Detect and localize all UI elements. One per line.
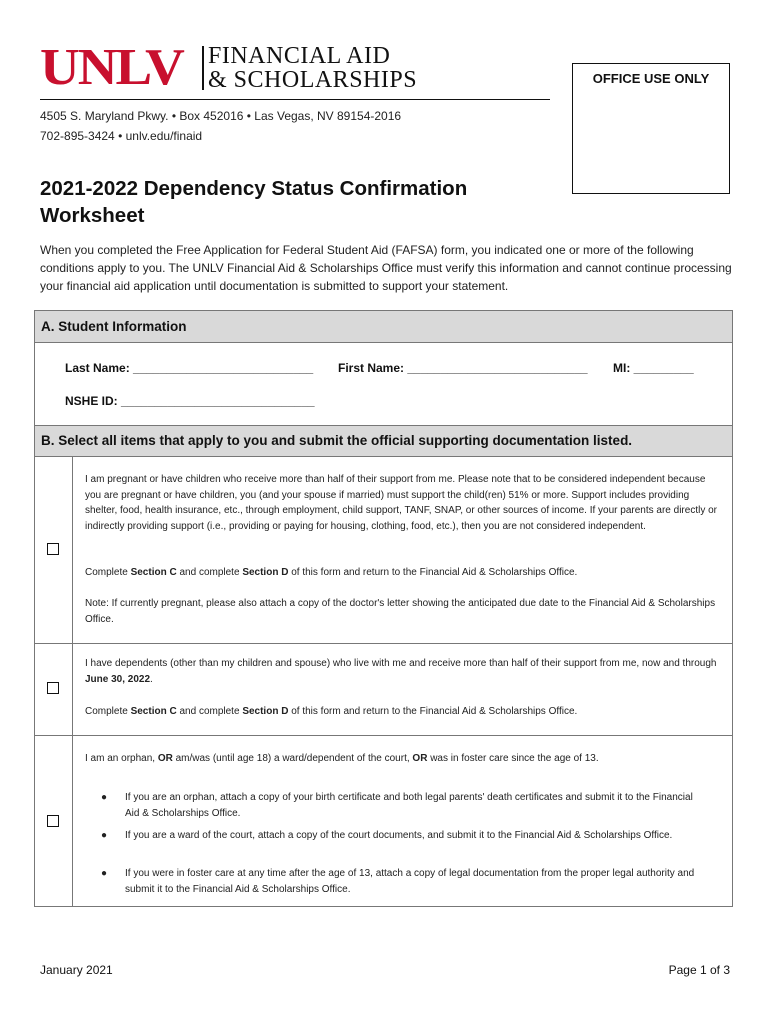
checkbox-cell: [35, 644, 73, 735]
address-line: 4505 S. Maryland Pkwy. • Box 452016 • Las Vegas, NV 89154-2016: [40, 109, 402, 123]
bullet-text: If you are an orphan, attach a copy of your birth certificate and both legal parents' death certificates and submit it to the Financial Aid & Scholarships Office.: [125, 792, 693, 819]
first-name-field[interactable]: First Name: ___________________________: [338, 361, 588, 375]
page-title: 2021-2022 Dependency Status Confirmation Worksheet: [40, 177, 468, 227]
footer-date: January 2021: [40, 963, 113, 977]
condition-text: I am pregnant or have children who receive more than half of their support from me. Please note that to be considered independent because you are pregnant or have children, you (and your spouse if married) must support the child(ren) 51% or more. Support includes providing shelter, food, health insurance, etc., through employment, child support, TANF, SNAP, or other sources of income. If your parents are directly or indirectly providing support (i.e., providing or paying for housing, clothing, food, etc.), then you are not considered independent.: [85, 474, 717, 532]
checkbox-cell: [35, 457, 73, 643]
checkbox[interactable]: [47, 682, 59, 694]
bullet-icon: ●: [101, 792, 108, 803]
bullet-text: If you were in foster care at any time after the age of 13, attach a copy of legal documentation from the proper legal authority and submit it to the Financial Aid & Scholarships Office.: [125, 868, 695, 895]
contact-line: 702-895-3424 • unlv.edu/finaid: [40, 129, 203, 143]
checkbox-cell: [35, 736, 73, 906]
condition-row-orphan-ward-foster: [34, 736, 733, 907]
bullet-icon: ●: [101, 868, 108, 879]
instruction-text: Complete Section C and complete Section D of this form and return to the Financial Aid & Scholarships Office.: [85, 567, 578, 578]
section-b-heading: B. Select all items that apply to you and submit the official supporting documentation listed.: [34, 426, 733, 457]
student-information-section: [34, 343, 733, 426]
note-text: Note: If currently pregnant, please also attach a copy of the doctor's letter showing the anticipated due date to the Financial Aid & Scholarships Office.: [85, 598, 716, 625]
middle-initial-field[interactable]: MI: _________: [613, 361, 694, 375]
condition-text: I have dependents (other than my children and spouse) who live with me and receive more than half of their support from me, now and through June 30, 2022.: [85, 658, 717, 685]
instruction-text: Complete Section C and complete Section D of this form and return to the Financial Aid & Scholarships Office.: [85, 706, 578, 717]
bullet-text: If you are a ward of the court, attach a copy of the court documents, and submit it to the Financial Aid & Scholarships Office.: [125, 830, 673, 841]
logo-divider: [202, 46, 204, 90]
checkbox[interactable]: [47, 815, 59, 827]
logo-wordmark: UNLV: [40, 37, 183, 96]
nshe-id-field[interactable]: NSHE ID: _____________________________: [65, 394, 315, 408]
intro-paragraph: When you completed the Free Application for Federal Student Aid (FAFSA) form, you indicated one or more of the following conditions apply to you. The UNLV Financial Aid & Scholarships Office must verify this information and cannot continue processing your financial aid application until documentation is submitted to support your statement.: [40, 243, 732, 293]
condition-row-pregnant-children: [34, 457, 733, 644]
logo-text-line2: & SCHOLARSHIPS: [208, 67, 418, 93]
condition-row-dependents: [34, 644, 733, 736]
bullet-icon: ●: [101, 830, 108, 841]
last-name-field[interactable]: Last Name: ___________________________: [65, 361, 314, 375]
office-use-box: [572, 63, 730, 194]
page-number: Page 1 of 3: [668, 963, 730, 977]
unlv-finaid-logo: [40, 37, 450, 96]
section-a-heading: A. Student Information: [34, 310, 733, 343]
checkbox[interactable]: [47, 543, 59, 555]
logo-text-line1: FINANCIAL AID: [208, 43, 391, 69]
header-rule: [40, 99, 550, 100]
condition-text: I am an orphan, OR am/was (until age 18) a ward/dependent of the court, OR was in foster care since the age of 13.: [85, 753, 599, 764]
office-use-label: OFFICE USE ONLY: [592, 71, 710, 86]
